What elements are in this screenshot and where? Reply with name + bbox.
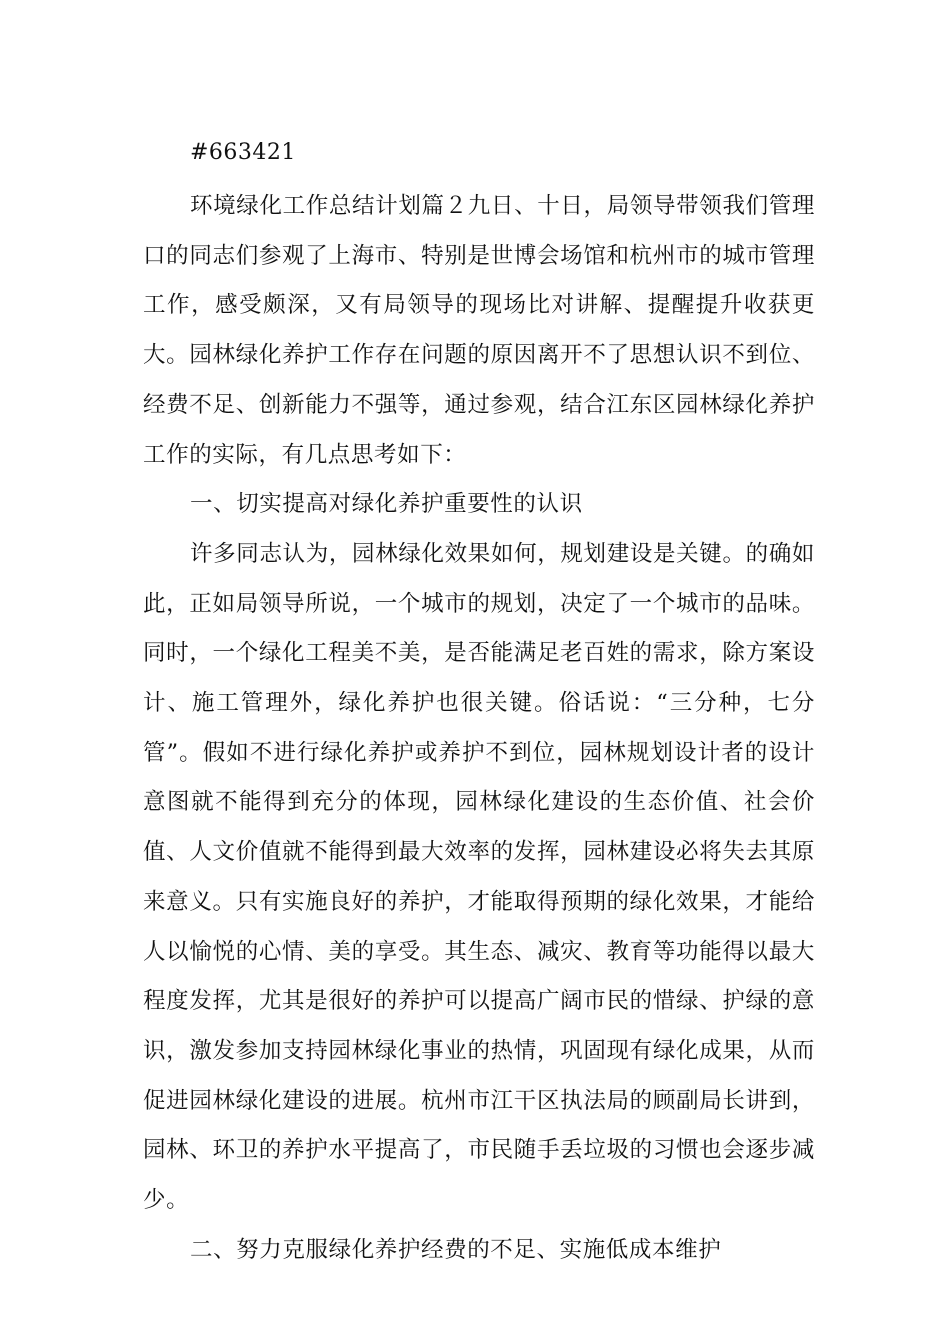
document-id: #663421 xyxy=(190,140,296,165)
section-heading-2: 二、努力克服绿化养护经费的不足、实施低成本维护 xyxy=(190,1236,722,1263)
section-heading-1: 一、切实提高对绿化养护重要性的认识 xyxy=(190,491,583,518)
document-body xyxy=(143,182,815,1275)
paragraph-intro: 环境绿化工作总结计划篇２九日、十日，局领导带领我们管理口的同志们参观了上海市、特别是世博会场馆和杭州市的城市管理工作，感受颇深，又有局领导的现场比对讲解、提醒提升收获更大。园林绿化养护工作存在问题的原因离开不了思想认识不到位、经费不足、创新能力不强等，通过参观，结合江东区园林绿化养护工作的实际，有几点思考如下： xyxy=(143,193,815,468)
paragraph-section-1: 许多同志认为，园林绿化效果如何，规划建设是关键。的确如此，正如局领导所说，一个城市的规划，决定了一个城市的品味。同时，一个绿化工程美不美，是否能满足老百姓的需求，除方案设计、施工管理外，绿化养护也很关键。俗话说：“三分种，七分管”。假如不进行绿化养护或养护不到位，园林规划设计者的设计意图就不能得到充分的体现，园林绿化建设的生态价值、社会价值、人文价值就不能得到最大效率的发挥，园林建设必将失去其原来意义。只有实施良好的养护，才能取得预期的绿化效果，才能给人以愉悦的心情、美的享受。其生态、减灾、教育等功能得以最大程度发挥，尤其是很好的养护可以提高广阔市民的惜绿、护绿的意识，激发参加支持园林绿化事业的热情，巩固现有绿化成果，从而促进园林绿化建设的进展。杭州市江干区执法局的顾副局长讲到，园林、环卫的养护水平提高了，市民随手丢垃圾的习惯也会逐步减少。 xyxy=(143,540,815,1214)
